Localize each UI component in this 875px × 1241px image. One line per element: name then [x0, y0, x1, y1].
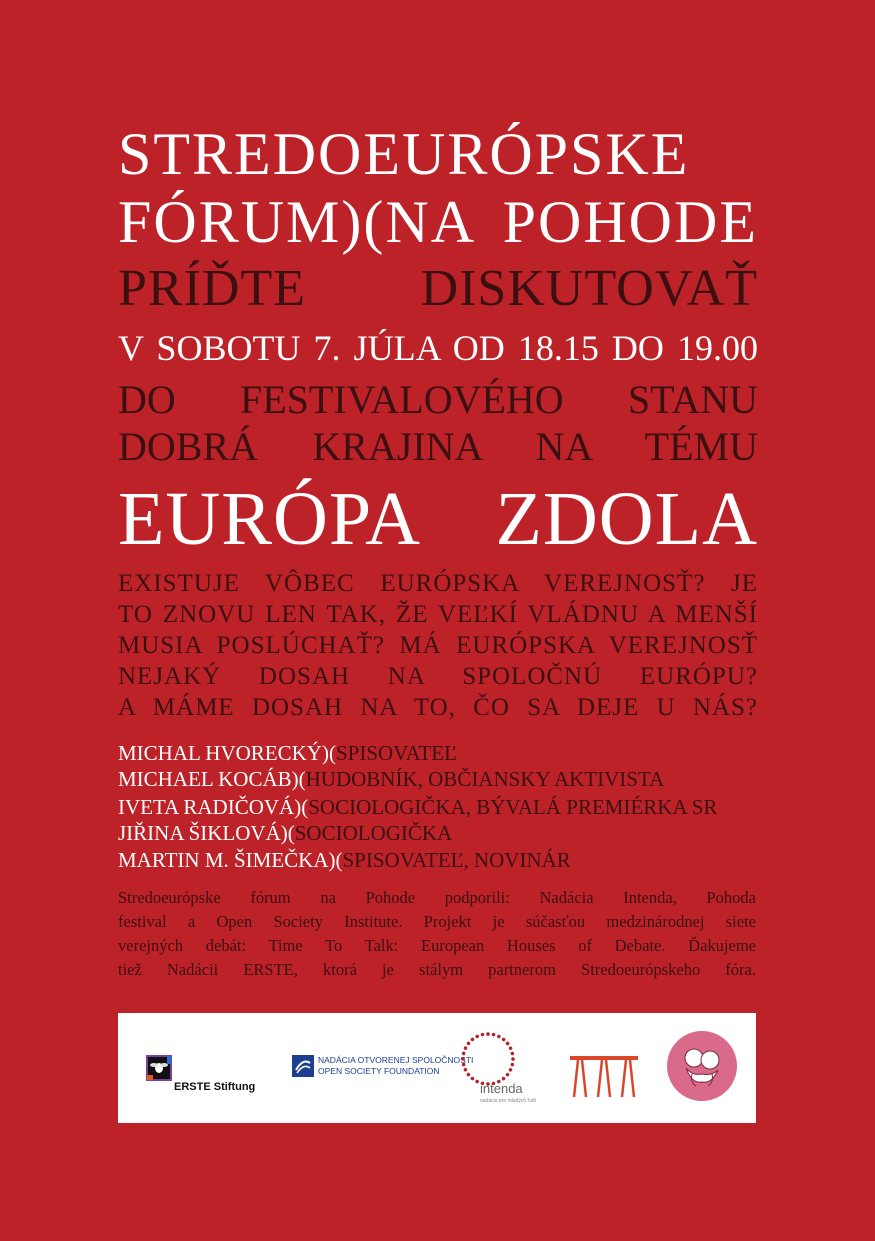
credits-line: verejných debát: Time To Talk: European Houses of Debate. Ďakujeme: [118, 936, 756, 955]
event-venue-line-1: DO FESTIVALOVÉHO STANU: [118, 377, 758, 422]
sponsor-logo-strip: [118, 1013, 756, 1123]
credits-paragraph: [118, 886, 756, 982]
headline-line-3: PRÍĎTE DISKUTOVAŤ: [118, 260, 758, 317]
speaker-name: MARTIN M. ŠIMEČKA)(: [118, 848, 343, 872]
speaker-item: [118, 766, 664, 792]
speaker-role: SPISOVATEĽ, NOVINÁR: [342, 848, 571, 872]
speaker-name: JIŘINA ŠIKLOVÁ)(: [118, 821, 295, 845]
event-date-time: V SOBOTU 7. JÚLA OD 18.15 DO 19.00: [118, 328, 758, 368]
erste-bee-icon: [146, 1055, 172, 1081]
question-line: EXISTUJE VÔBEC EURÓPSKA VEREJNOSŤ? JE: [118, 570, 758, 597]
headline-line-1: STREDOEURÓPSKE: [118, 121, 690, 187]
speaker-role: SOCIOLOGIČKA: [294, 821, 453, 845]
speaker-role: SPISOVATEĽ: [335, 741, 457, 765]
credits-line: festival a Open Society Institute. Projekt je súčasťou medzinárodnej siete: [118, 912, 756, 931]
speaker-role: SOCIOLOGIČKA, BÝVALÁ PREMIÉRKA SR: [308, 795, 718, 819]
speaker-name: MICHAL HVORECKÝ)(: [118, 741, 336, 765]
question-line: NEJAKÝ DOSAH NA SPOLOČNÚ EURÓPU?: [118, 663, 758, 690]
osf-logo-line-1: NADÁCIA OTVORENEJ SPOLOČNOSTI: [318, 1055, 474, 1065]
speaker-item: [118, 794, 717, 820]
speaker-name: IVETA RADIČOVÁ)(: [118, 795, 309, 819]
speaker-item: [118, 847, 571, 873]
intenda-logo: [458, 1031, 536, 1104]
headline-line-2: FÓRUM)(NA POHODE: [118, 189, 758, 255]
question-line: MUSIA POSLÚCHAŤ? MÁ EURÓPSKA VEREJNOSŤ: [118, 632, 758, 659]
erste-logo-text: ERSTE Stiftung: [174, 1081, 256, 1093]
ttt-mark-icon: [568, 1053, 640, 1099]
osf-logo-text: [318, 1055, 473, 1077]
speaker-name: MICHAEL KOCÁB)(: [118, 767, 306, 791]
event-topic: EURÓPA ZDOLA: [118, 477, 758, 561]
intenda-logo-text: intenda: [480, 1081, 523, 1096]
speaker-role: HUDOBNÍK, OBČIANSKY AKTIVISTA: [305, 767, 665, 791]
credits-line: tiež Nadácii ERSTE, ktorá je stálym partnerom Stredoeurópskeho fóra.: [118, 960, 756, 979]
credits-line: Stredoeurópske fórum na Pohode podporili: Nadácia Intenda, Pohoda: [118, 888, 756, 907]
osf-emblem-icon: [292, 1055, 314, 1077]
open-society-foundation-logo: [292, 1055, 474, 1081]
erste-stiftung-logo: [146, 1055, 256, 1093]
speaker-item: [118, 740, 457, 766]
osf-logo-line-2: OPEN SOCIETY FOUNDATION: [318, 1066, 440, 1076]
intenda-logo-subtitle: nadácia pre mladých ľudí: [480, 1098, 536, 1104]
question-line: A MÁME DOSAH NA TO, ČO SA DEJE U NÁS?: [118, 694, 758, 721]
speaker-item: [118, 820, 452, 846]
event-venue-line-2: DOBRÁ KRAJINA NA TÉMU: [118, 424, 758, 469]
question-line: TO ZNOVU LEN TAK, ŽE VEĽKÍ VLÁDNU A MENŠÍ: [118, 601, 758, 628]
babies-circle-icon: [666, 1030, 738, 1102]
pohoda-baby-logo: [666, 1030, 738, 1106]
ttt-logo: [568, 1053, 640, 1103]
